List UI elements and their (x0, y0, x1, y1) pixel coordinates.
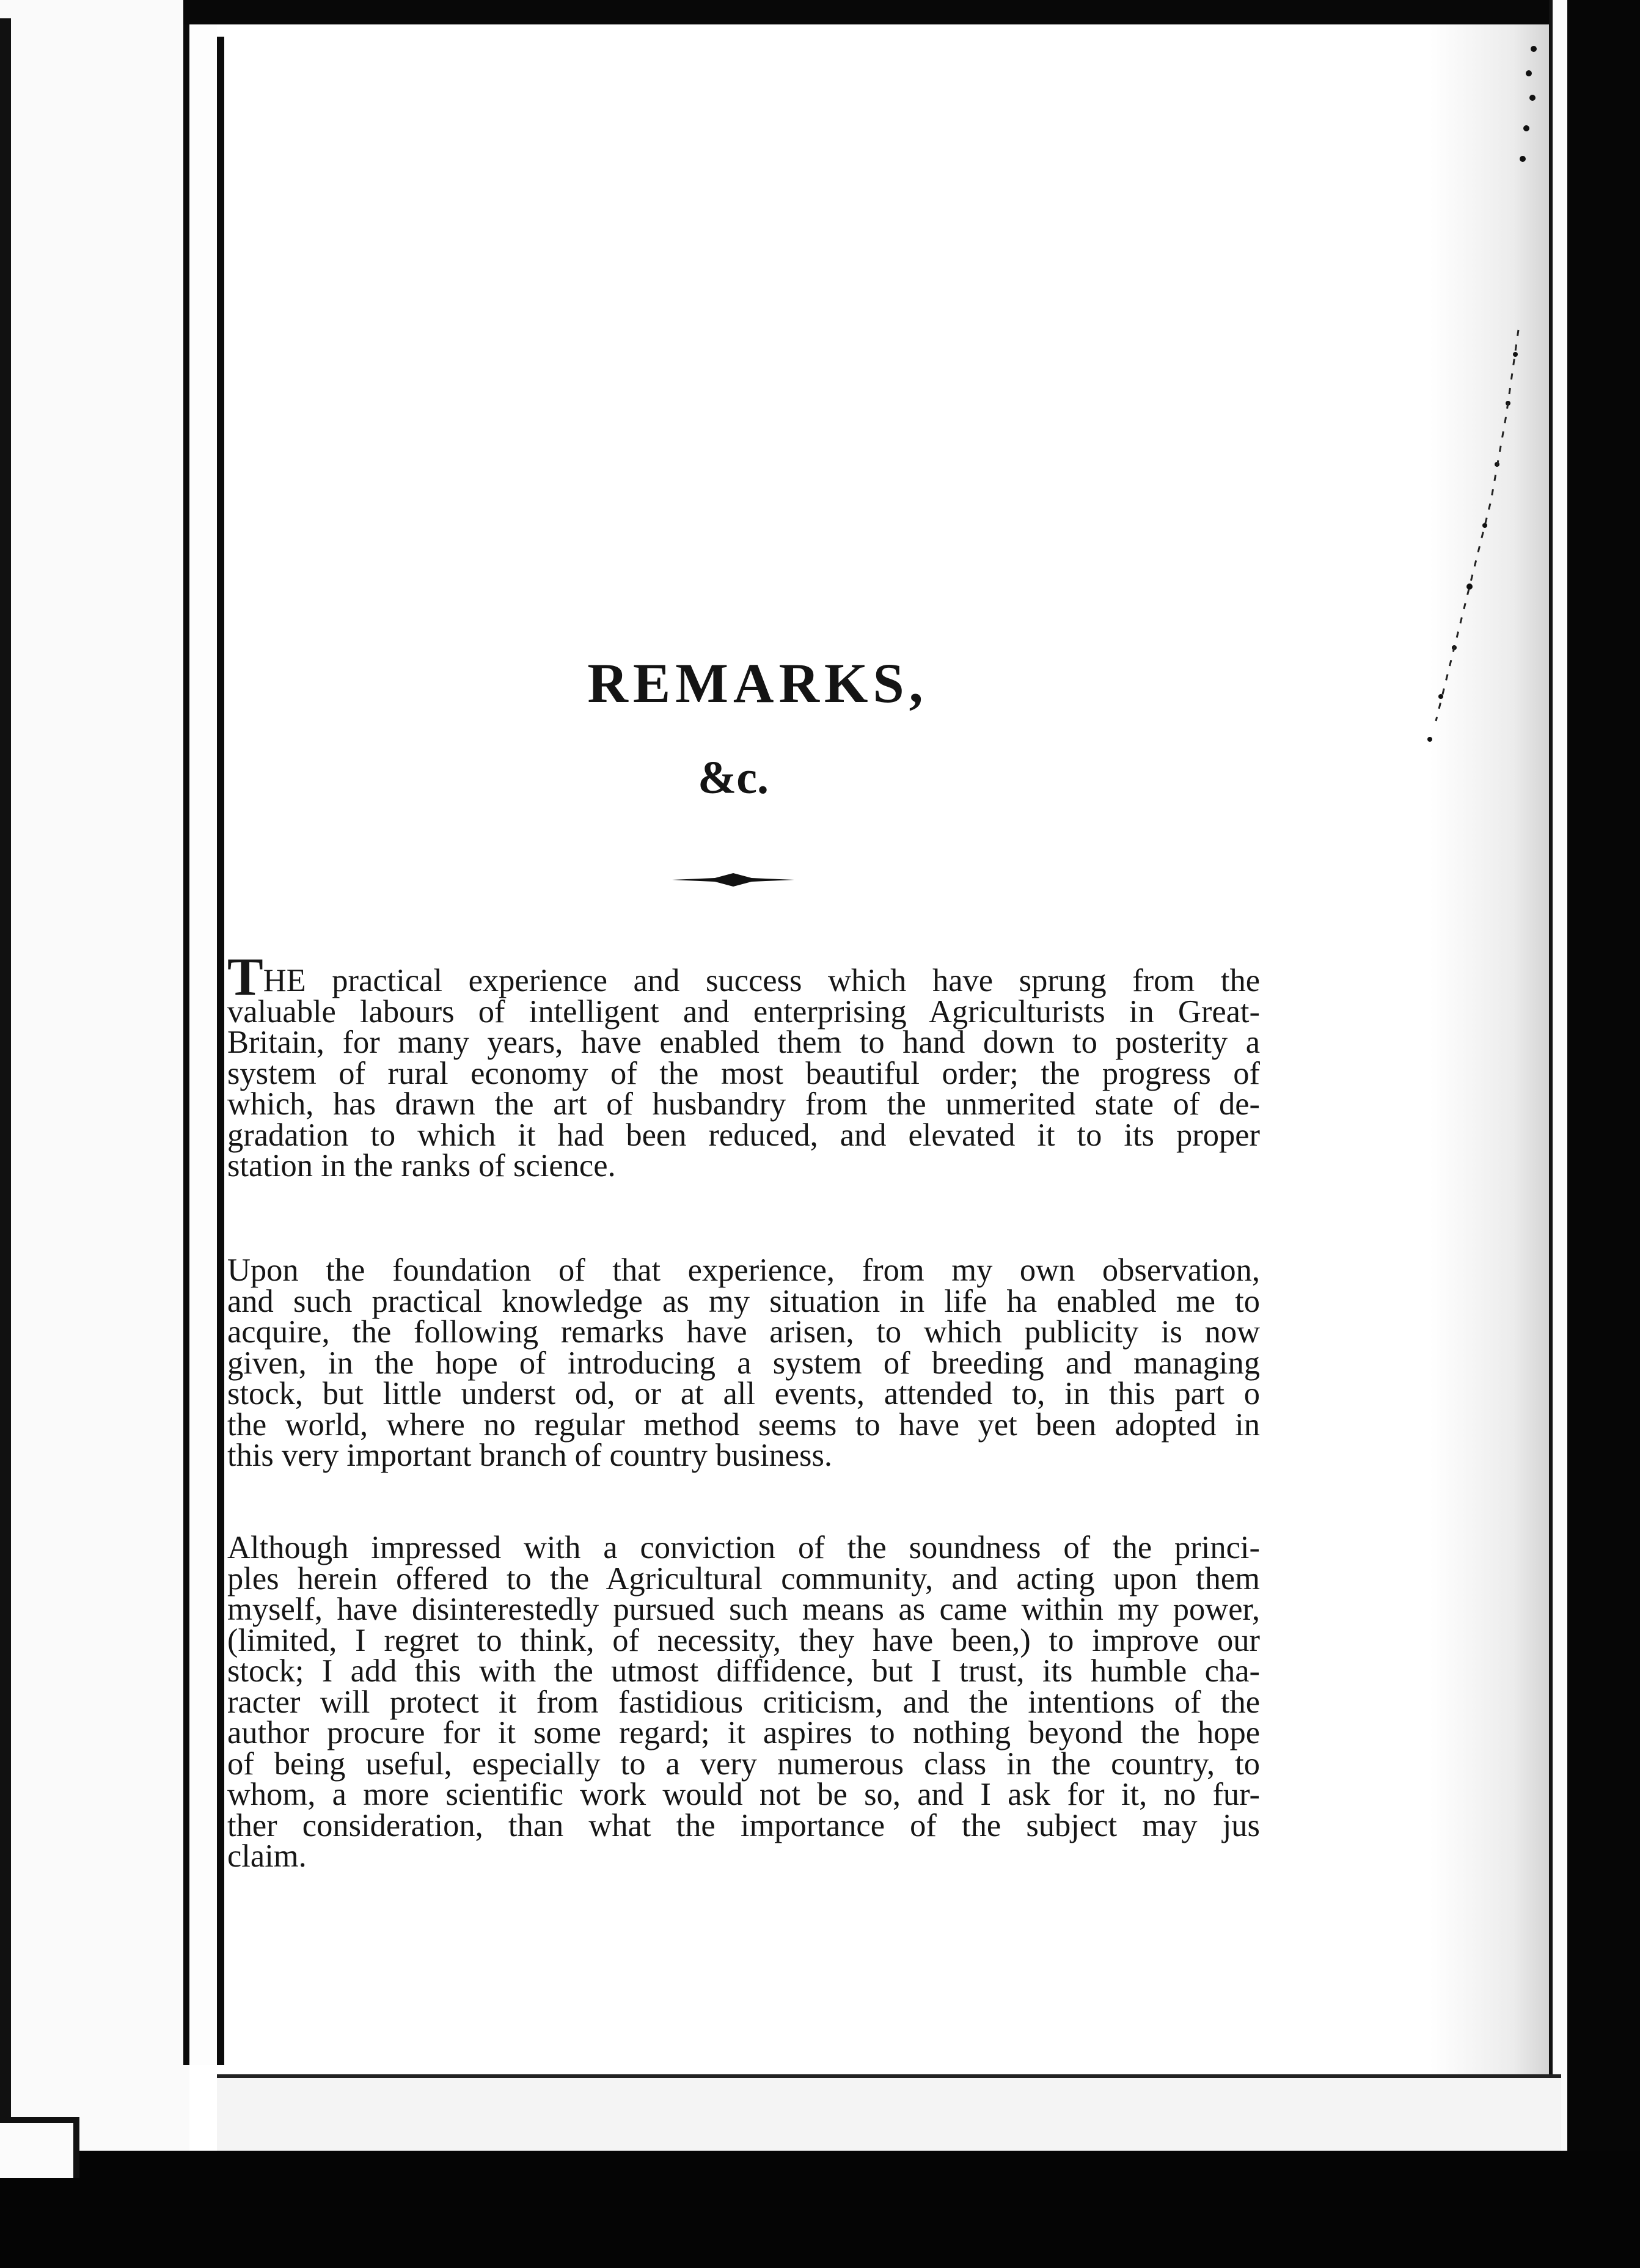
text-line: claim. (227, 1838, 307, 1874)
scan-top-border (183, 0, 1567, 24)
text-line: stock, but little underst od, or at all events, attended to, in this part o (227, 1376, 1260, 1411)
text-line: valuable labours of intelligent and enterprising Agriculturists in Great- (227, 993, 1260, 1030)
text-line: (limited, I regret to think, of necessity, they have been,) to improve our (227, 1622, 1260, 1658)
text-line: Upon the foundation of that experience, from my own observation, (227, 1253, 1260, 1288)
text-line: ther consideration, than what the importance of the subject may jus (227, 1807, 1260, 1843)
facing-page-corner (0, 2117, 79, 2178)
text-line: given, in the hope of introducing a system of breeding and managing (227, 1345, 1260, 1381)
paragraph-2 (227, 1255, 1260, 1471)
text-line: station in the ranks of science. (227, 1148, 616, 1183)
text-line: the world, where no regular method seems to have yet been adopted in (227, 1407, 1260, 1443)
facing-page-edge (0, 0, 189, 2268)
text-line (227, 948, 1260, 1007)
text-line: racter will protect it from fastidious criticism, and the intentions of the (227, 1684, 1260, 1720)
divider-ornament (672, 871, 794, 889)
text-line: acquire, the following remarks have arisen, to which publicity is now (227, 1314, 1260, 1350)
text-line: whom, a more scientific work would not be so, and I ask for it, no fur- (227, 1777, 1260, 1812)
page-title: REMARKS, (587, 652, 928, 714)
text-line: stock; I add this with the utmost diffidence, but I trust, its humble cha- (227, 1653, 1260, 1689)
text-line: and such practical knowledge as my situation in life ha enabled me to (227, 1283, 1260, 1319)
text-line: ples herein offered to the Agricultural community, and acting upon them (227, 1560, 1260, 1597)
text-line: Although impressed with a conviction of the soundness of the princi- (227, 1530, 1260, 1565)
text-line: this very important branch of country business. (227, 1438, 833, 1473)
page-subtitle: &c. (697, 752, 769, 803)
paragraph-3 (227, 1532, 1260, 1872)
bottom-page-edge (217, 2074, 1561, 2154)
gutter-rule-right (217, 37, 224, 2065)
text-line: which, has drawn the art of husbandry from the unmerited state of de- (227, 1086, 1260, 1122)
text-line: myself, have disinterestedly pursued such means as came within my power, (227, 1592, 1260, 1627)
text-line: system of rural economy of the most beautiful order; the progress of (227, 1055, 1260, 1091)
text-line: of being useful, especially to a very numerous class in the country, to (227, 1746, 1260, 1782)
text-line: Britain, for many years, have enabled them to hand down to posterity a (227, 1025, 1260, 1060)
scan-right-border (1567, 0, 1640, 2268)
scan-left-shadow (0, 18, 11, 2181)
drop-cap-rest: HE practical experience and success which have sprung from the (263, 963, 1260, 998)
scan-bottom-border (0, 2151, 1640, 2268)
text-line: gradation to which it had been reduced, and elevated it to its proper (227, 1117, 1260, 1153)
paragraph-1 (227, 948, 1260, 1183)
drop-cap: T (227, 948, 263, 1007)
gutter-gap (189, 24, 217, 2065)
gutter-rule-left (183, 24, 189, 2065)
text-line: author procure for it some regard; it aspires to nothing beyond the hope (227, 1715, 1260, 1750)
torn-edge-marks (1332, 37, 1564, 758)
